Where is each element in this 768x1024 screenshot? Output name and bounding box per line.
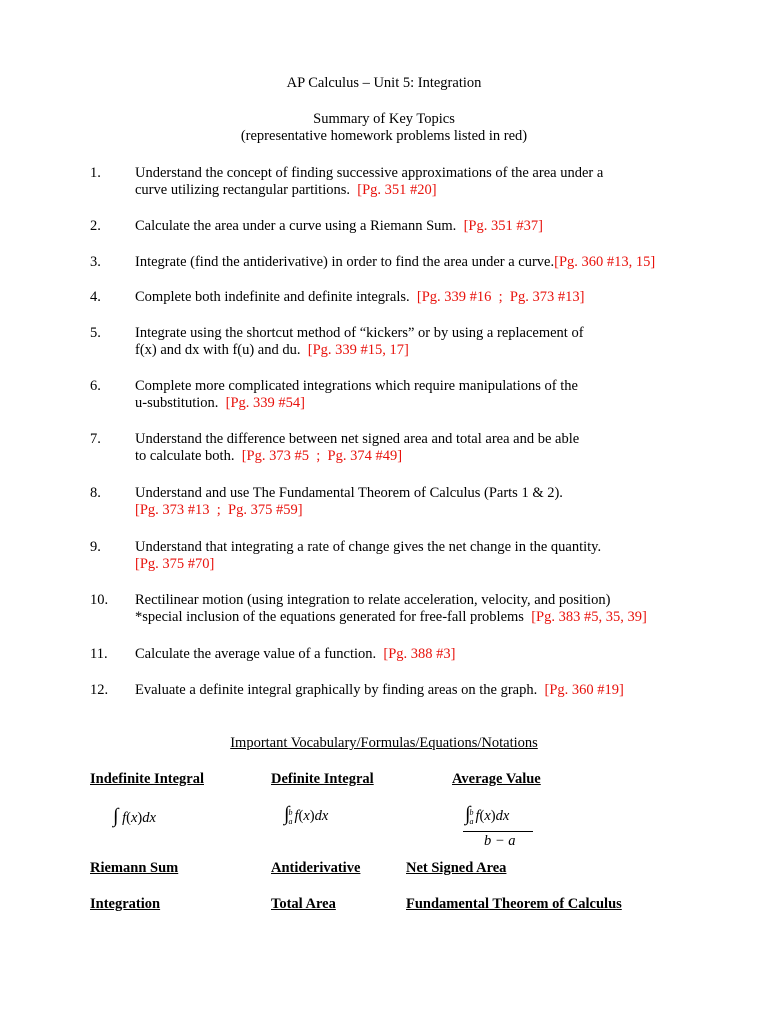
topic-text: to calculate both.: [135, 448, 242, 464]
homework-reference: [Pg. 351 #37]: [463, 218, 543, 234]
formula-average-value-denominator: b − a: [484, 833, 516, 849]
fraction-bar: [463, 831, 533, 832]
term-net-signed-area: Net Signed Area: [406, 860, 507, 876]
term-integration: Integration: [90, 896, 161, 912]
topic-number: 11.: [90, 646, 108, 662]
term-total-area: Total Area: [271, 896, 336, 912]
topic-number: 6.: [90, 378, 101, 394]
topic-line: [135, 646, 725, 663]
homework-reference: [Pg. 339 #15, 17]: [307, 342, 409, 358]
topic-line: [135, 592, 725, 609]
topic-text: Integrate (find the antiderivative) in order to find the area under a curve.: [135, 254, 555, 270]
topic-text: Rectilinear motion (using integration to relate acceleration, velocity, and position): [135, 592, 611, 608]
topic-text: f(x) and dx with f(u) and du.: [135, 342, 308, 358]
homework-reference: [Pg. 383 #5, 35, 39]: [531, 609, 647, 625]
topic-line: [135, 485, 725, 502]
topic-line: [135, 289, 725, 306]
topic-line: [135, 395, 725, 412]
formula-definite-integral: ∫b a f(x)dx: [284, 803, 329, 826]
homework-reference: [Pg. 375 #70]: [135, 556, 215, 572]
term-antiderivative: Antiderivative: [271, 860, 361, 876]
topic-line: [135, 502, 725, 519]
topic-text: Understand and use The Fundamental Theorem of Calculus (Parts 1 & 2).: [135, 485, 563, 501]
topic-text: Complete more complicated integrations which require manipulations of the: [135, 378, 578, 394]
topic-line: [135, 448, 725, 465]
page-subtitle: Summary of Key Topics: [313, 111, 455, 127]
formula-indefinite-integral: ∫ f(x)dx: [113, 805, 156, 827]
topic-number: 12.: [90, 682, 109, 698]
term-definite-integral: Definite Integral: [271, 771, 374, 787]
topic-line: [135, 325, 725, 342]
homework-reference: [Pg. 360 #13, 15]: [554, 254, 656, 270]
topic-line: [135, 342, 725, 359]
term-riemann-sum: Riemann Sum: [90, 860, 179, 876]
homework-reference: [Pg. 360 #19]: [544, 682, 624, 698]
term-indefinite-integral: Indefinite Integral: [90, 771, 204, 787]
topic-line: [135, 165, 725, 182]
topic-line: [135, 431, 725, 448]
topic-text: Calculate the area under a curve using a Riemann Sum.: [135, 218, 464, 234]
topic-text: Understand the concept of finding successive approximations of the area under a: [135, 165, 604, 181]
topic-number: 1.: [90, 165, 101, 181]
topic-text: Complete both indefinite and definite integrals.: [135, 289, 417, 305]
homework-reference: [Pg. 339 #16 ; Pg. 373 #13]: [416, 289, 585, 305]
topic-line: [135, 254, 725, 271]
topic-number: 4.: [90, 289, 101, 305]
page-note: (representative homework problems listed in red): [240, 128, 528, 144]
topic-text: Understand that integrating a rate of change gives the net change in the quantity.: [135, 539, 602, 555]
page-title: AP Calculus – Unit 5: Integration: [286, 75, 482, 91]
topic-text: Integrate using the shortcut method of “kickers” or by using a replacement of: [135, 325, 584, 341]
homework-reference: [Pg. 373 #5 ; Pg. 374 #49]: [241, 448, 403, 464]
topic-line: [135, 539, 725, 556]
topic-text: Understand the difference between net signed area and total area and be able: [135, 431, 580, 447]
homework-reference: [Pg. 373 #13 ; Pg. 375 #59]: [135, 502, 303, 518]
topic-text: Evaluate a definite integral graphically by finding areas on the graph.: [135, 682, 545, 698]
homework-reference: [Pg. 388 #3]: [383, 646, 456, 662]
topic-line: [135, 182, 725, 199]
topic-number: 7.: [90, 431, 101, 447]
topic-text: curve utilizing rectangular partitions.: [135, 182, 358, 198]
term-average-value: Average Value: [452, 771, 541, 787]
topic-line: [135, 556, 725, 573]
topic-number: 9.: [90, 539, 101, 555]
vocab-heading: Important Vocabulary/Formulas/Equations/Notations: [230, 735, 538, 751]
topic-number: 3.: [90, 254, 101, 270]
homework-reference: [Pg. 339 #54]: [225, 395, 305, 411]
topic-line: [135, 682, 725, 699]
topic-number: 10.: [90, 592, 109, 608]
topic-line: [135, 218, 725, 235]
formula-average-value-numerator: ∫b a f(x)dx: [465, 803, 510, 826]
topic-line: [135, 609, 725, 626]
homework-reference: [Pg. 351 #20]: [357, 182, 437, 198]
topic-number: 5.: [90, 325, 101, 341]
topic-line: [135, 378, 725, 395]
topic-text: *special inclusion of the equations generated for free-fall problems: [135, 609, 532, 625]
topic-number: 2.: [90, 218, 101, 234]
topic-text: u-substitution.: [135, 395, 226, 411]
term-fundamental-theorem: Fundamental Theorem of Calculus: [406, 896, 622, 912]
topic-number: 8.: [90, 485, 101, 501]
topic-text: Calculate the average value of a function.: [135, 646, 384, 662]
